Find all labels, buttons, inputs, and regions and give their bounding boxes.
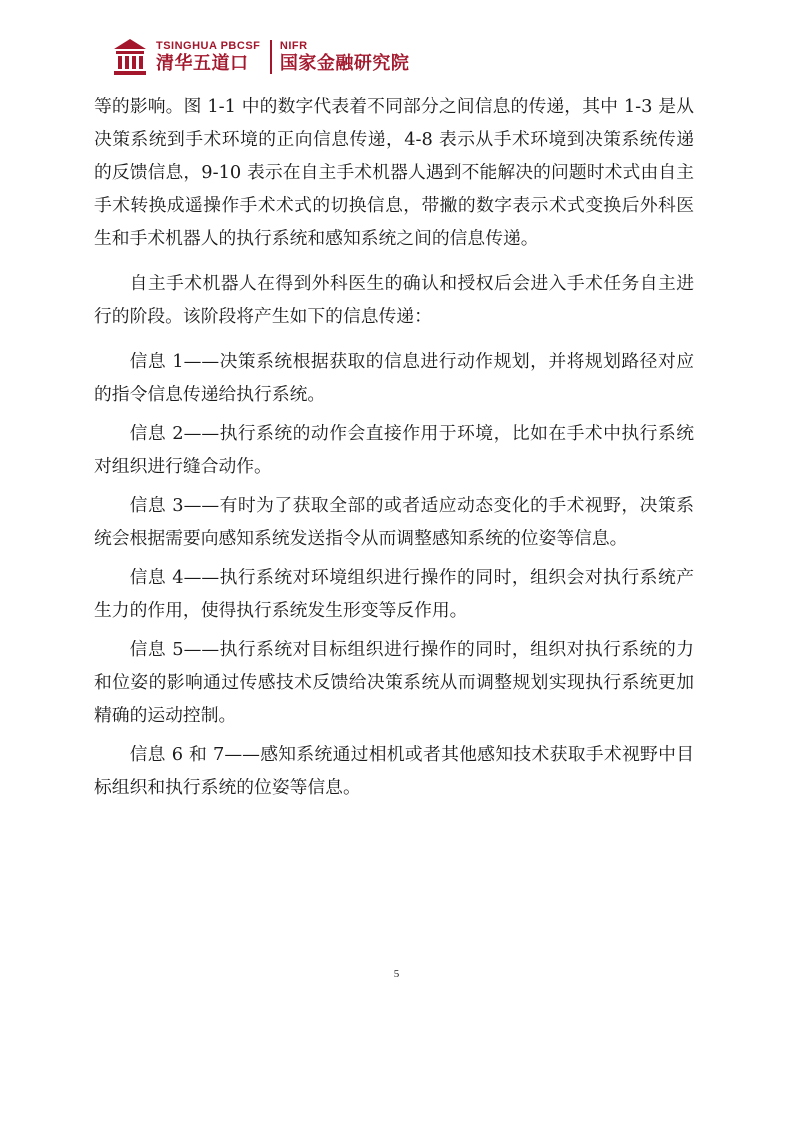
paragraph-info-5: 信息 5——执行系统对目标组织进行操作的同时，组织对执行系统的力和位姿的影响通过传感技术反馈给决策系统从而调整规划实现执行系统更加精确的运动控制。 (94, 639, 694, 726)
paragraph-info-1: 信息 1——决策系统根据获取的信息进行动作规划，并将规划路径对应的指令信息传递给执行系统。 (94, 351, 694, 405)
org-chinese: 国家金融研究院 (279, 52, 410, 74)
org-english: NIFR (279, 39, 308, 52)
brand-chinese: 清华五道口 (156, 52, 249, 74)
paragraph-continuation: 等的影响。图 1-1 中的数字代表着不同部分之间信息的传递，其中 1-3 是从决策系统到手术环境的正向信息传递，4-8 表示从手术环境到决策系统传递的反馈信息，9-10 表示在自主手术机器人遇到不能解决的问题时术式由自主手术转换成遥操作手术术式的切换信息，带撇的数字表示术式变换后外科医生和手术机器人的执行系统和感知系统之间的信息传递。 (94, 96, 694, 249)
page-header (112, 34, 409, 80)
body-text (94, 90, 694, 804)
paragraph-info-6-7: 信息 6 和 7——感知系统通过相机或者其他感知技术获取手术视野中目标组织和执行系统的位姿等信息。 (94, 744, 694, 798)
header-divider (270, 40, 272, 74)
brand-english: TSINGHUA PBCSF (156, 39, 261, 52)
page-number: 5 (393, 968, 400, 980)
org-block (280, 40, 410, 75)
paragraph-info-4: 信息 4——执行系统对环境组织进行操作的同时，组织会对执行系统产生力的作用，使得执行系统发生形变等反作用。 (94, 567, 694, 621)
brand-block (156, 40, 260, 75)
paragraph-info-3: 信息 3——有时为了获取全部的或者适应动态变化的手术视野，决策系统会根据需要向感知系统发送指令从而调整感知系统的位姿等信息。 (94, 495, 694, 549)
paragraph-intro: 自主手术机器人在得到外科医生的确认和授权后会进入手术任务自主进行的阶段。该阶段将产生如下的信息传递： (94, 273, 694, 327)
paragraph-info-2: 信息 2——执行系统的动作会直接作用于环境，比如在手术中执行系统对组织进行缝合动作。 (94, 423, 694, 477)
building-columns-icon (112, 37, 148, 77)
